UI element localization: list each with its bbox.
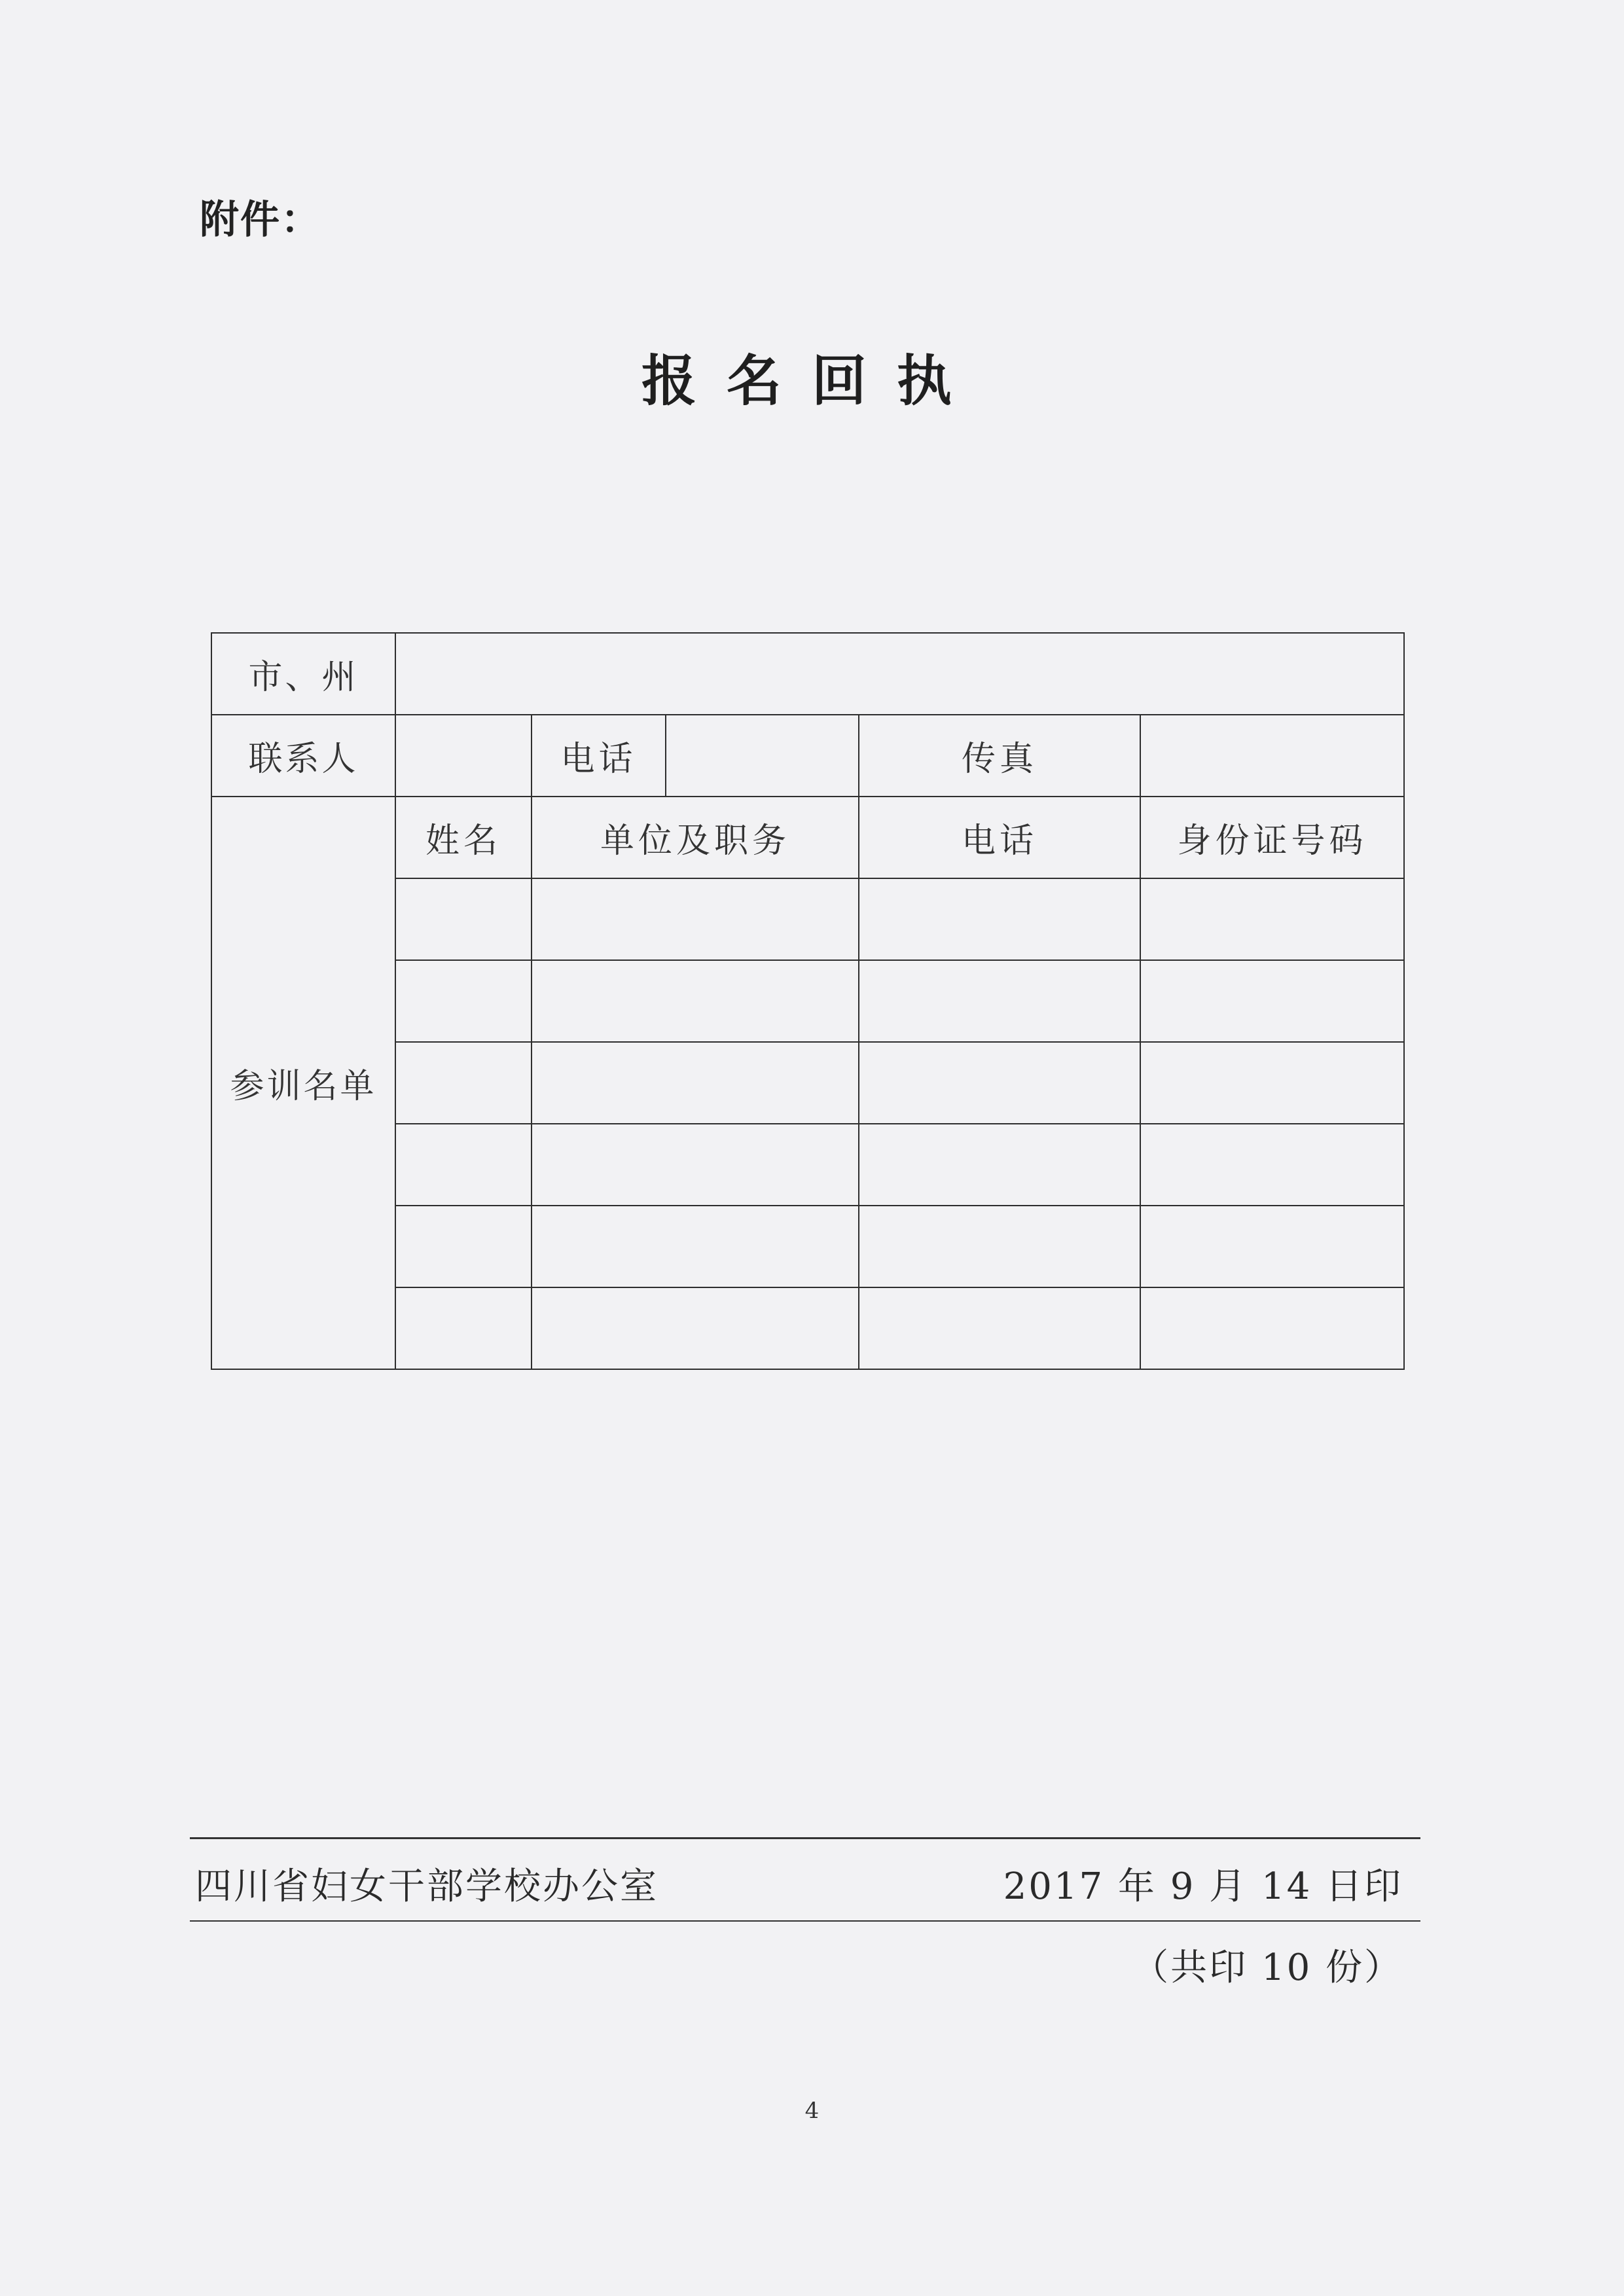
footer-top-rule [190, 1837, 1420, 1839]
trainee-phone-cell[interactable] [859, 1287, 1140, 1369]
trainee-id-cell[interactable] [1140, 878, 1404, 960]
trainee-phone-cell[interactable] [859, 1124, 1140, 1206]
trainee-unit-cell[interactable] [532, 1287, 859, 1369]
trainee-phone-cell[interactable] [859, 1042, 1140, 1124]
copies-count: （共印 10 份） [1132, 1946, 1403, 1989]
column-header-unit-position: 单位及职务 [532, 797, 859, 878]
fax-label: 传真 [859, 715, 1140, 797]
contact-label: 联系人 [211, 715, 395, 797]
trainee-id-cell[interactable] [1140, 1042, 1404, 1124]
trainee-name-cell[interactable] [395, 1206, 532, 1287]
trainee-name-cell[interactable] [395, 878, 532, 960]
trainee-unit-cell[interactable] [532, 878, 859, 960]
trainees-label: 参训名单 [211, 797, 395, 1369]
issuer-name: 四川省妇女干部学校办公室 [195, 1865, 659, 1908]
fax-field[interactable] [1140, 715, 1404, 797]
phone-field[interactable] [666, 715, 859, 797]
trainee-unit-cell[interactable] [532, 960, 859, 1042]
print-date: 2017 年 9 月 14 日印 [1003, 1865, 1403, 1908]
trainee-id-cell[interactable] [1140, 1124, 1404, 1206]
attachment-label: 附件： [200, 197, 321, 243]
registration-form-table [211, 632, 1405, 1370]
trainee-phone-cell[interactable] [859, 878, 1140, 960]
trainee-name-cell[interactable] [395, 1124, 532, 1206]
page-number: 4 [804, 2098, 820, 2124]
footer-bottom-rule [190, 1920, 1420, 1922]
contact-row [211, 715, 1404, 797]
phone-label: 电话 [532, 715, 666, 797]
trainee-id-cell[interactable] [1140, 1206, 1404, 1287]
trainee-name-cell[interactable] [395, 960, 532, 1042]
trainee-unit-cell[interactable] [532, 1124, 859, 1206]
trainee-name-cell[interactable] [395, 1042, 532, 1124]
column-header-id-number: 身份证号码 [1140, 797, 1404, 878]
city-row [211, 633, 1404, 715]
trainee-phone-cell[interactable] [859, 960, 1140, 1042]
city-field[interactable] [395, 633, 1404, 715]
trainee-phone-cell[interactable] [859, 1206, 1140, 1287]
form-title: 报名回执 [641, 349, 983, 413]
trainee-id-cell[interactable] [1140, 1287, 1404, 1369]
column-header-name: 姓名 [395, 797, 532, 878]
trainee-unit-cell[interactable] [532, 1042, 859, 1124]
trainee-name-cell[interactable] [395, 1287, 532, 1369]
city-label: 市、州 [211, 633, 395, 715]
column-header-phone: 电话 [859, 797, 1140, 878]
trainee-unit-cell[interactable] [532, 1206, 859, 1287]
trainee-header-row [211, 797, 1404, 878]
contact-field[interactable] [395, 715, 532, 797]
trainee-id-cell[interactable] [1140, 960, 1404, 1042]
